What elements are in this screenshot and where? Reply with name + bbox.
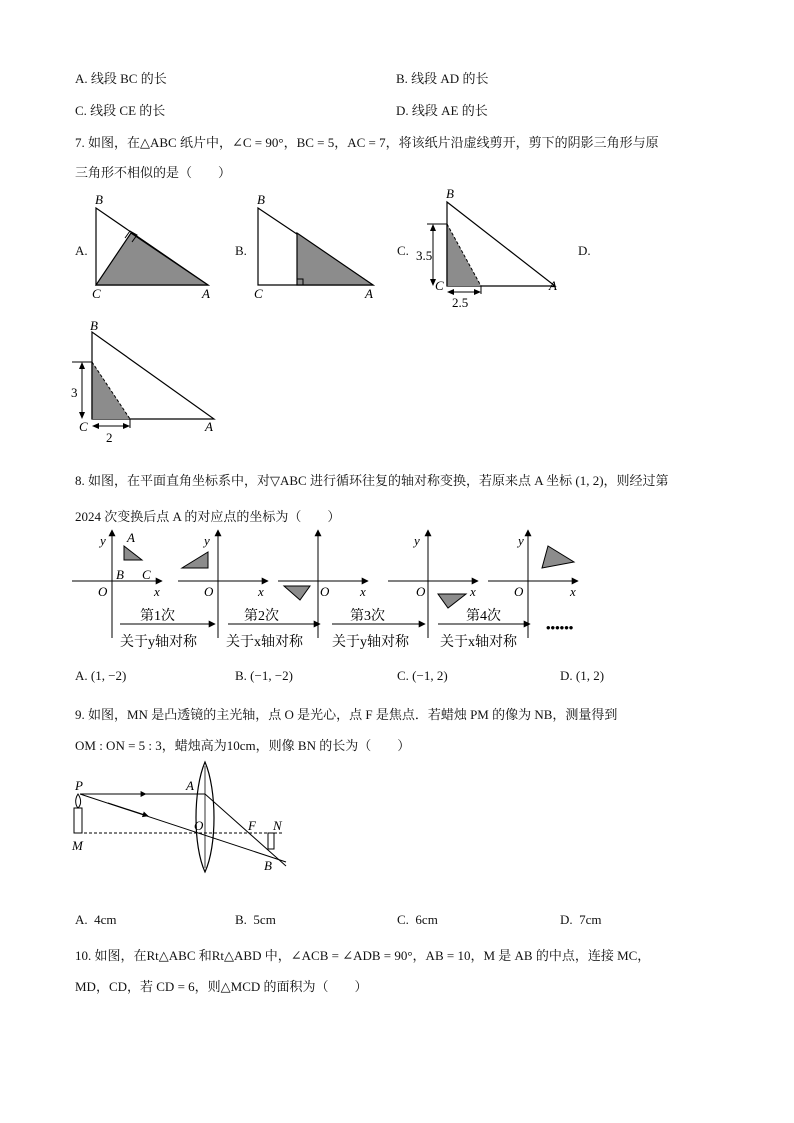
point-o-label: O xyxy=(194,818,204,833)
vertex-a-label: A xyxy=(549,278,557,293)
option-letter: D. xyxy=(560,912,573,927)
axis-x-label: x xyxy=(360,584,366,599)
vertex-a-label: A xyxy=(205,419,213,434)
q6-option-b: B. 线段 AD 的长 xyxy=(396,71,489,86)
q8-option-a xyxy=(75,668,126,684)
q7-option-d-label: D. xyxy=(578,243,591,258)
step-4-label: 第4次 xyxy=(466,609,501,624)
option-value: 5cm xyxy=(253,912,276,927)
origin-label: O xyxy=(98,584,108,599)
option-value: (−1, −2) xyxy=(250,668,293,683)
step-1-label: 第1次 xyxy=(140,609,175,624)
axis-x-label: x xyxy=(570,584,576,599)
q7-option-b-label: B. xyxy=(235,243,247,258)
q8-stem-line2: 2024 次变换后点 A 的对应点的坐标为（ ） xyxy=(75,509,341,524)
step-4-desc: 关于x轴对称 xyxy=(440,635,517,650)
q8-transform-figure xyxy=(70,528,590,658)
axis-x-label: x xyxy=(258,584,264,599)
option-value: (1, 2) xyxy=(575,668,605,683)
q8-option-c xyxy=(397,668,448,684)
q8-option-b xyxy=(235,668,293,684)
q6-option-c: C. 线段 CE 的长 xyxy=(75,103,166,118)
option-letter: A. xyxy=(75,912,88,927)
vertex-c-label: C xyxy=(435,278,444,293)
q8-option-d xyxy=(560,668,604,684)
vertex-c-label: C xyxy=(92,286,101,300)
q9-option-d xyxy=(560,912,602,928)
dim-horizontal-label: 2 xyxy=(106,430,113,445)
option-letter: B. xyxy=(235,912,247,927)
vertex-c-label: C xyxy=(254,286,263,300)
point-b-label: B xyxy=(116,567,124,582)
axis-y-label: y xyxy=(100,533,106,548)
vertex-b-label: B xyxy=(257,192,265,207)
q7-option-a-label: A. xyxy=(75,243,88,258)
origin-label: O xyxy=(416,584,426,599)
vertex-b-label: B xyxy=(95,192,103,207)
option-value: 6cm xyxy=(415,912,438,927)
option-letter: C. xyxy=(397,912,409,927)
vertex-c-label: C xyxy=(79,419,88,434)
vertex-a-label: A xyxy=(365,286,373,300)
step-1-desc: 关于y轴对称 xyxy=(120,635,197,650)
point-c-label: C xyxy=(142,567,151,582)
q9-stem-line2: OM : ON = 5 : 3，蜡烛高为10cm，则像 BN 的长为（ ） xyxy=(75,738,411,753)
step-3-desc: 关于y轴对称 xyxy=(332,635,409,650)
option-letter: D. xyxy=(560,668,573,683)
option-letter: B. xyxy=(235,668,247,683)
axis-y-label: y xyxy=(414,533,420,548)
dim-horizontal-label: 2.5 xyxy=(452,295,469,310)
q9-lens-figure xyxy=(68,760,298,875)
continuation-dots: •••••• xyxy=(546,620,574,635)
option-value: (1, −2) xyxy=(90,668,127,683)
axis-x-label: x xyxy=(470,584,476,599)
point-a-label: A xyxy=(127,530,135,545)
vertex-a-label: A xyxy=(202,286,210,300)
q9-option-b xyxy=(235,912,276,928)
axis-y-label: y xyxy=(518,533,524,548)
point-b-label: B xyxy=(264,858,272,873)
q9-stem-line1: 9. 如图，MN 是凸透镜的主光轴，点 O 是光心，点 F 是焦点．若蜡烛 PM 的像为 NB，测量得到 xyxy=(75,707,618,722)
q6-option-d: D. 线段 AE 的长 xyxy=(396,103,488,118)
option-value: (−1, 2) xyxy=(412,668,448,683)
q7-stem-line1: 7. 如图，在△ABC 纸片中，∠C = 90°，BC = 5，AC = 7，将该纸片沿虚线剪开，剪下的阴影三角形与原 xyxy=(75,135,659,150)
q7-option-c-label: C. xyxy=(397,243,409,258)
point-f-label: F xyxy=(248,818,256,833)
option-value: 4cm xyxy=(94,912,117,927)
step-3-label: 第3次 xyxy=(350,609,385,624)
q10-stem-line1: 10. 如图，在Rt△ABC 和Rt△ABD 中，∠ACB = ∠ADB = 90°，AB = 10，M 是 AB 的中点，连接 MC， xyxy=(75,948,651,963)
vertex-b-label: B xyxy=(90,318,98,333)
axis-y-label: y xyxy=(204,533,210,548)
q7-figure-a xyxy=(88,188,218,300)
q7-stem-line2: 三角形不相似的是（ ） xyxy=(75,165,232,180)
q8-stem-line1: 8. 如图，在平面直角坐标系中，对▽ABC 进行循环往复的轴对称变换，若原来点 A 坐标 (1, 2)，则经过第 xyxy=(75,473,669,488)
dim-vertical-label: 3.5 xyxy=(416,248,433,263)
step-2-label: 第2次 xyxy=(244,609,279,624)
dim-vertical-label: 3 xyxy=(71,385,78,400)
q9-option-a xyxy=(75,912,117,928)
vertex-b-label: B xyxy=(446,186,454,201)
option-letter: C. xyxy=(397,668,409,683)
q6-option-a: A. 线段 BC 的长 xyxy=(75,71,167,86)
origin-label: O xyxy=(204,584,214,599)
q7-figure-c xyxy=(410,186,570,336)
origin-label: O xyxy=(320,584,330,599)
point-p-label: P xyxy=(75,778,83,793)
origin-label: O xyxy=(514,584,524,599)
option-letter: A. xyxy=(75,668,88,683)
option-value: 7cm xyxy=(579,912,602,927)
q7-figure-b xyxy=(250,188,380,300)
q9-option-c xyxy=(397,912,438,928)
point-a-label: A xyxy=(186,778,194,793)
point-m-label: M xyxy=(72,838,83,853)
q10-stem-line2: MD，CD，若 CD = 6，则△MCD 的面积为（ ） xyxy=(75,979,368,994)
q7-figure-d xyxy=(68,316,228,450)
point-n-label: N xyxy=(273,818,282,833)
step-2-desc: 关于x轴对称 xyxy=(226,635,303,650)
axis-x-label: x xyxy=(154,584,160,599)
